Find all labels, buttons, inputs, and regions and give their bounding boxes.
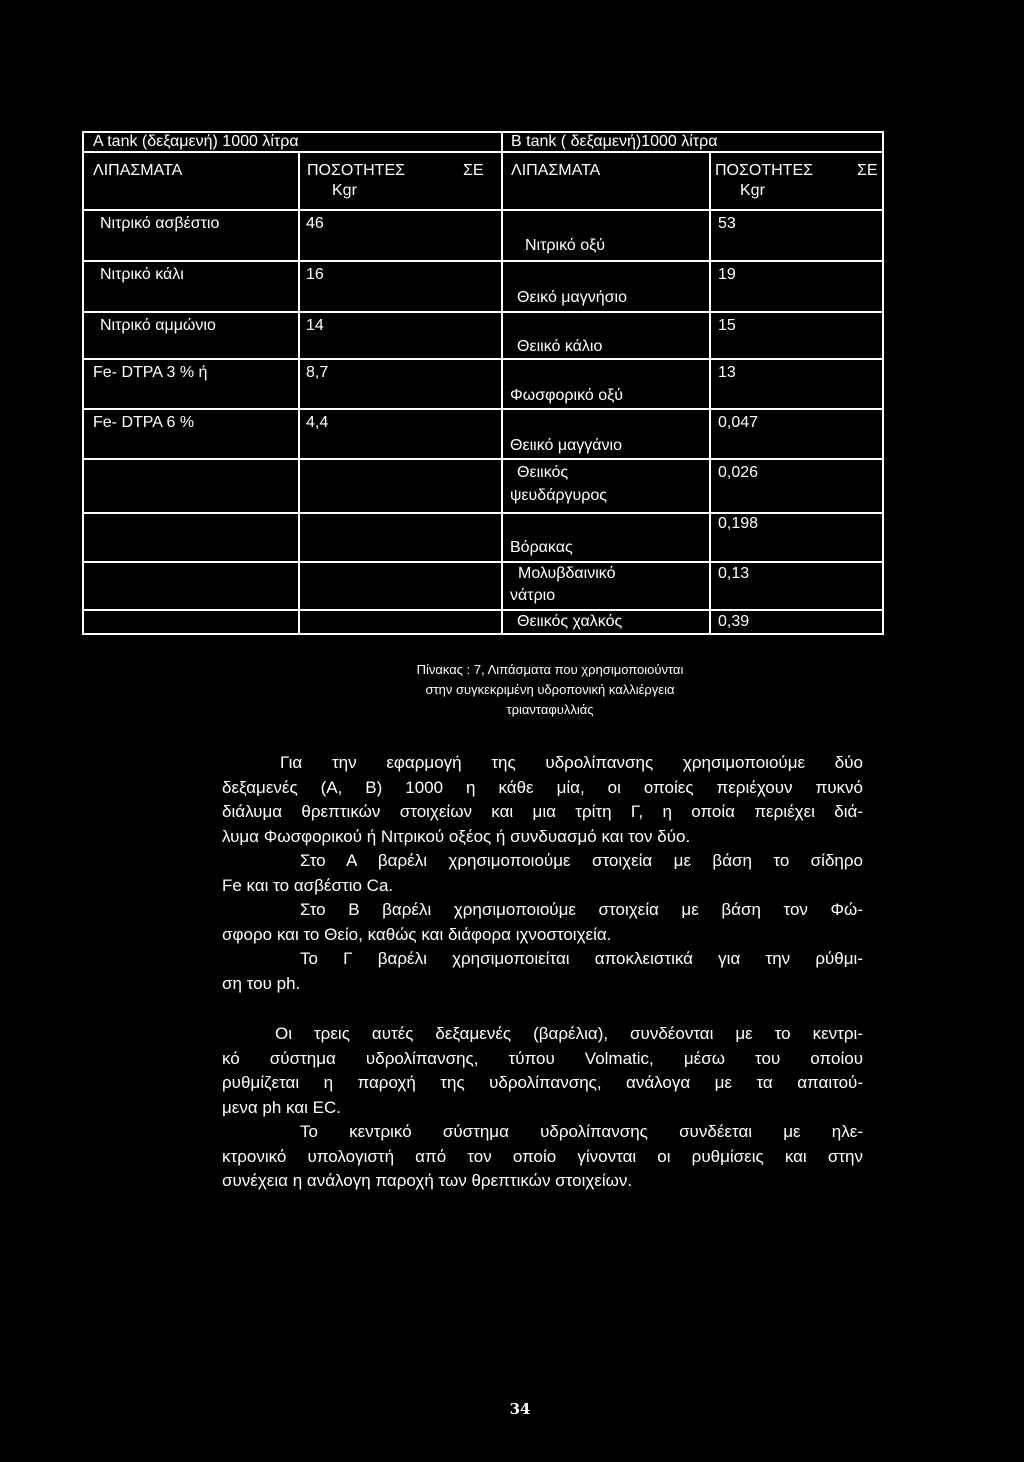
col-quantities-b: ΠΟΣΟΤΗΤΕΣ <box>715 162 813 179</box>
table-rule <box>82 358 884 360</box>
paragraph-6 <box>222 1120 863 1194</box>
table-rule <box>82 311 884 313</box>
row-3-a-qty: 14 <box>306 317 324 334</box>
paragraph-line: δεξαμενές (Α, Β) 1000 η κάθε μία, οι οποίες περιέχουν πυκνό <box>222 777 863 797</box>
table-border-right <box>882 131 884 635</box>
col-fertilizers-b: ΛΙΠΑΣΜΑΤΑ <box>511 162 601 179</box>
row-8-b-qty: 0,13 <box>718 565 750 582</box>
paragraph-line: Στο Β βαρέλι χρησιμοποιούμε στοιχεία με βάση τον Φώ- <box>300 900 863 919</box>
table-rule <box>82 609 884 611</box>
row-1-a-qty: 46 <box>306 215 324 232</box>
row-3-a-name: Νιτρικό αμμώνιο <box>100 317 216 334</box>
paragraph-line: λυμα Φωσφορικού ή Νιτρικού οξέος ή συνδυασμό και τον δύο. <box>222 826 691 846</box>
row-5-b-name: Θειικό μαγγάνιο <box>510 437 623 454</box>
col-fertilizers-a: ΛΙΠΑΣΜΑΤΑ <box>93 162 183 179</box>
table-rule <box>82 260 884 262</box>
paragraph-line: ση του ph. <box>222 973 301 993</box>
row-7-b-name: Βόρακας <box>510 539 573 556</box>
row-8-b-name-line2: νάτριο <box>510 587 556 604</box>
col-quantities-a-se: ΣΕ <box>463 162 484 179</box>
tank-a-header: A tank (δεξαμενή) 1000 λίτρα <box>93 133 299 150</box>
row-5-a-qty: 4,4 <box>306 414 329 431</box>
paragraph-line: Fe και το ασβέστιο Ca. <box>222 875 394 895</box>
row-3-b-qty: 15 <box>718 317 736 334</box>
table-rule <box>82 408 884 410</box>
row-4-b-name: Φωσφορικό οξύ <box>510 387 624 404</box>
table-border-bottom <box>82 633 884 635</box>
table-rule <box>82 209 884 211</box>
paragraph-5 <box>222 1022 863 1120</box>
caption-line-2: στην συγκεκριμένη υδροπονική καλλιέργεια τριανταφυλλιάς <box>425 682 675 717</box>
table-rule <box>82 151 884 153</box>
paragraph-line: Για την εφαρμογή της υδρολίπανσης χρησιμοποιούμε δύο <box>280 753 863 772</box>
paragraph-line: μενα ph και EC. <box>222 1097 342 1117</box>
col-quantities-a-unit: Kgr <box>332 182 357 199</box>
paragraph-line: Το Γ βαρέλι χρησιμοποιείται αποκλειστικά για την ρύθμι- <box>300 949 863 968</box>
paragraph-line: διάλυμα θρεπτικών στοιχείων και μια τρίτη Γ, η οποία περιέχει διά- <box>222 802 863 821</box>
row-2-a-qty: 16 <box>306 266 324 283</box>
paragraph-2 <box>222 849 863 898</box>
row-4-b-qty: 13 <box>718 364 736 381</box>
paragraph-3 <box>222 898 863 947</box>
col-quantities-b-se: ΣΕ <box>857 162 878 179</box>
col-quantities-a: ΠΟΣΟΤΗΤΕΣ <box>307 162 405 179</box>
row-6-b-qty: 0,026 <box>718 464 759 481</box>
fertilizer-table <box>82 131 884 635</box>
row-3-b-name: Θειικό κάλιο <box>517 338 603 355</box>
row-5-b-qty: 0,047 <box>718 414 759 431</box>
row-2-a-name: Νιτρικό κάλι <box>100 266 184 283</box>
row-9-b-qty: 0,39 <box>718 613 750 630</box>
paragraph-line: ρυθμίζεται η παροχή της υδρολίπανσης, ανάλογα με τα απαιτού- <box>222 1073 863 1092</box>
table-divider-middle <box>501 131 503 635</box>
paragraph-line: κό σύστημα υδρολίπανσης, τύπου Volmatic, μέσω του οποίου <box>222 1048 863 1068</box>
row-1-b-qty: 53 <box>718 215 736 232</box>
paragraph-line: συνέχεια η ανάλογη παροχή των θρεπτικών στοιχείων. <box>222 1171 633 1190</box>
row-6-b-name-line1: Θειικός <box>517 464 569 481</box>
paragraph-1 <box>222 751 863 849</box>
row-2-b-name: Θεικό μαγνήσιο <box>517 289 627 306</box>
paragraph-line: Οι τρεις αυτές δεξαμενές (βαρέλια), συνδέονται με το κεντρι- <box>275 1024 863 1043</box>
paragraph-4 <box>222 947 863 996</box>
caption-line-1: Πίνακας : 7, Λιπάσματα που χρησιμοποιούνται <box>416 662 684 677</box>
paragraph-line: σφορο και το Θείο, καθώς και διάφορα ιχνοστοιχεία. <box>222 924 612 944</box>
table-rule <box>82 561 884 563</box>
row-8-b-name-line1: Μολυβδαινικό <box>518 565 616 582</box>
row-5-a-name: Fe- DTPA 6 % <box>93 414 195 431</box>
table-caption <box>392 660 708 720</box>
row-2-b-qty: 19 <box>718 266 736 283</box>
page-number: 34 <box>509 1400 531 1418</box>
row-6-b-name-line2: ψευδάργυρος <box>510 487 608 504</box>
tank-b-header: B tank ( δεξαμενή)1000 λίτρα <box>511 133 718 150</box>
paragraph-line: κτρονικό υπολογιστή από τον οποίο γίνονται οι ρυθμίσεις και στην <box>222 1146 863 1166</box>
paragraph-line: Το κεντρικό σύστημα υδρολίπανσης συνδέεται με ηλε- <box>300 1122 863 1141</box>
row-7-b-qty: 0,198 <box>718 515 759 532</box>
row-1-b-name: Νιτρικό οξύ <box>525 237 606 254</box>
paragraph-line: Στο Α βαρέλι χρησιμοποιούμε στοιχεία με βάση το σίδηρο <box>300 851 863 870</box>
table-rule <box>82 512 884 514</box>
row-4-a-qty: 8,7 <box>306 364 329 381</box>
row-4-a-name: Fe- DTPA 3 % ή <box>93 364 208 381</box>
table-border-left <box>82 131 84 635</box>
row-9-b-name: Θειικός χαλκός <box>517 613 623 630</box>
col-quantities-b-unit: Kgr <box>740 182 765 199</box>
row-1-a-name: Νιτρικό ασβέστιο <box>100 215 220 232</box>
table-rule <box>82 458 884 460</box>
